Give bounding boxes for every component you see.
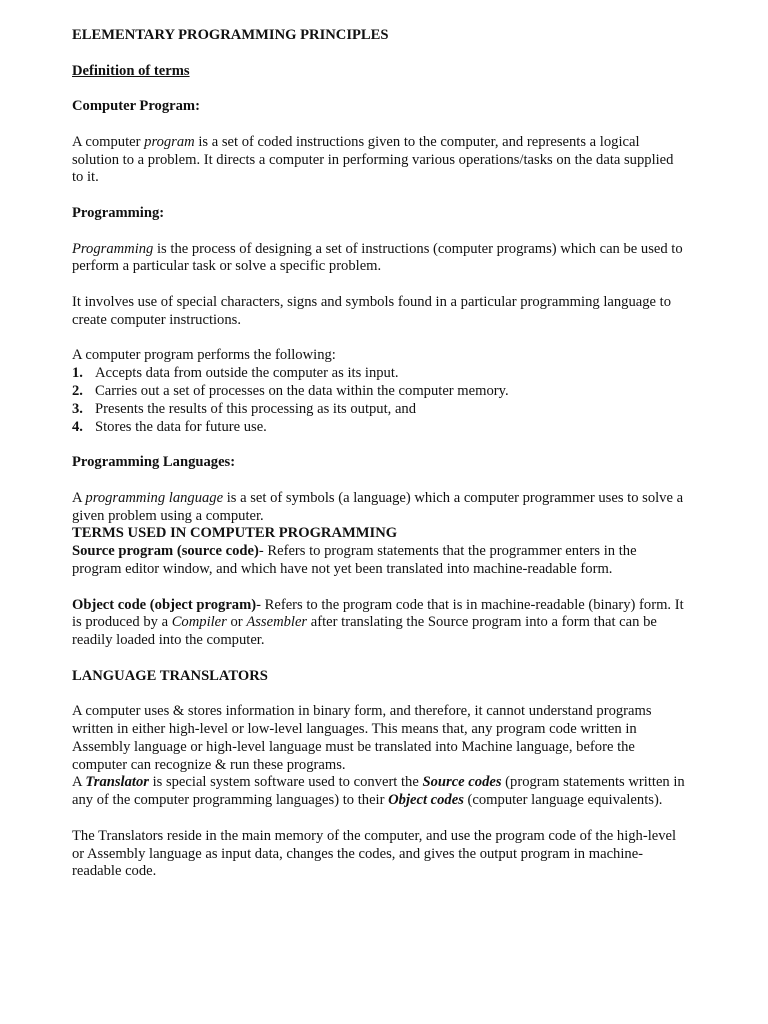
list-number: 2. (72, 382, 83, 399)
document-title: ELEMENTARY PROGRAMMING PRINCIPLES (72, 27, 389, 43)
text-run: A (72, 774, 86, 791)
programming-paragraph-2: It involves use of special characters, signs and symbols found in a particular programming language to create computer instructions. (72, 293, 671, 328)
source-program-definition (72, 543, 688, 579)
term-object-codes: Object codes (388, 792, 464, 809)
list-text: Accepts data from outside the computer as its input. (95, 365, 399, 382)
term-source-codes: Source codes (422, 774, 502, 791)
programming-languages-definition (72, 490, 688, 526)
object-code-definition (72, 597, 688, 650)
definition-heading: Definition of terms (72, 62, 190, 79)
term-programming: Programming (72, 240, 154, 257)
list-text: Stores the data for future use. (95, 418, 267, 435)
term-object-code: Object code (object program) (72, 596, 257, 613)
text-run: - Refers to the program code that is in machine-readable (binary) form. It is produced by a (72, 596, 684, 631)
program-steps-list (72, 365, 688, 436)
term-source-program: Source program (source code) (72, 543, 259, 560)
list-item (72, 401, 688, 419)
term-programming-language: programming language (85, 489, 224, 506)
list-number: 3. (72, 400, 83, 417)
translators-paragraph-2 (72, 774, 688, 810)
list-text: Presents the results of this processing as its output, and (95, 400, 417, 417)
text-run: is a set of coded instructions given to the computer, and represents a logical solution to a problem. It directs a computer in performing various operations/tasks on the data supplied to it. (72, 133, 674, 186)
list-text: Carries out a set of processes on the data within the computer memory. (95, 382, 509, 399)
text-run: (computer language equivalents). (463, 792, 663, 809)
text-run: (program statements written in any of the computer programming languages) to their (72, 774, 685, 809)
text-run: A (72, 489, 86, 506)
programming-paragraph-3: A computer program performs the following: (72, 347, 336, 364)
text-run: is a set of symbols (a language) which a computer programmer uses to solve a given problem using a computer. (72, 489, 684, 524)
term-translator: Translator (85, 774, 149, 791)
translators-paragraph-3: The Translators reside in the main memory of the computer, and use the program code of the high-level or Assembly language as input data, changes the codes, and gives the output program in machine-readable code. (72, 827, 677, 880)
list-item (72, 365, 688, 383)
text-run: is the process of designing a set of instructions (computer programs) which can be used to perform a particular task or solve a specific problem. (72, 240, 683, 275)
list-number: 4. (72, 418, 83, 435)
programming-heading: Programming: (72, 204, 165, 221)
programming-definition (72, 241, 688, 277)
translators-paragraph-1: A computer uses & stores information in binary form, and therefore, it cannot understand programs written in either high-level or low-level languages. This means that, any program code written in Assembly language or high-level language must be translated into Machine language, before the computer can recognize & run these programs. (72, 703, 652, 773)
list-item (72, 383, 688, 401)
translators-heading: LANGUAGE TRANSLATORS (72, 667, 268, 684)
text-run: - Refers to program statements that the programmer enters in the program editor window, and which have not yet been translated into machine-readable form. (72, 543, 637, 577)
computer-program-definition (72, 134, 688, 187)
term-compiler: Compiler (171, 614, 227, 631)
terms-heading: TERMS USED IN COMPUTER PROGRAMMING (72, 525, 398, 542)
document-page (72, 27, 688, 881)
text-run: after translating the Source program into a form that can be readily loaded into the computer. (72, 614, 657, 649)
computer-program-heading: Computer Program: (72, 98, 200, 115)
programming-languages-heading: Programming Languages: (72, 454, 236, 471)
term-program: program (144, 133, 195, 150)
list-item (72, 419, 688, 437)
text-run: A computer (72, 133, 145, 150)
text-run: is special system software used to convert the (148, 774, 423, 791)
list-number: 1. (72, 365, 83, 382)
text-run: or (226, 614, 247, 631)
term-assembler: Assembler (246, 614, 308, 631)
